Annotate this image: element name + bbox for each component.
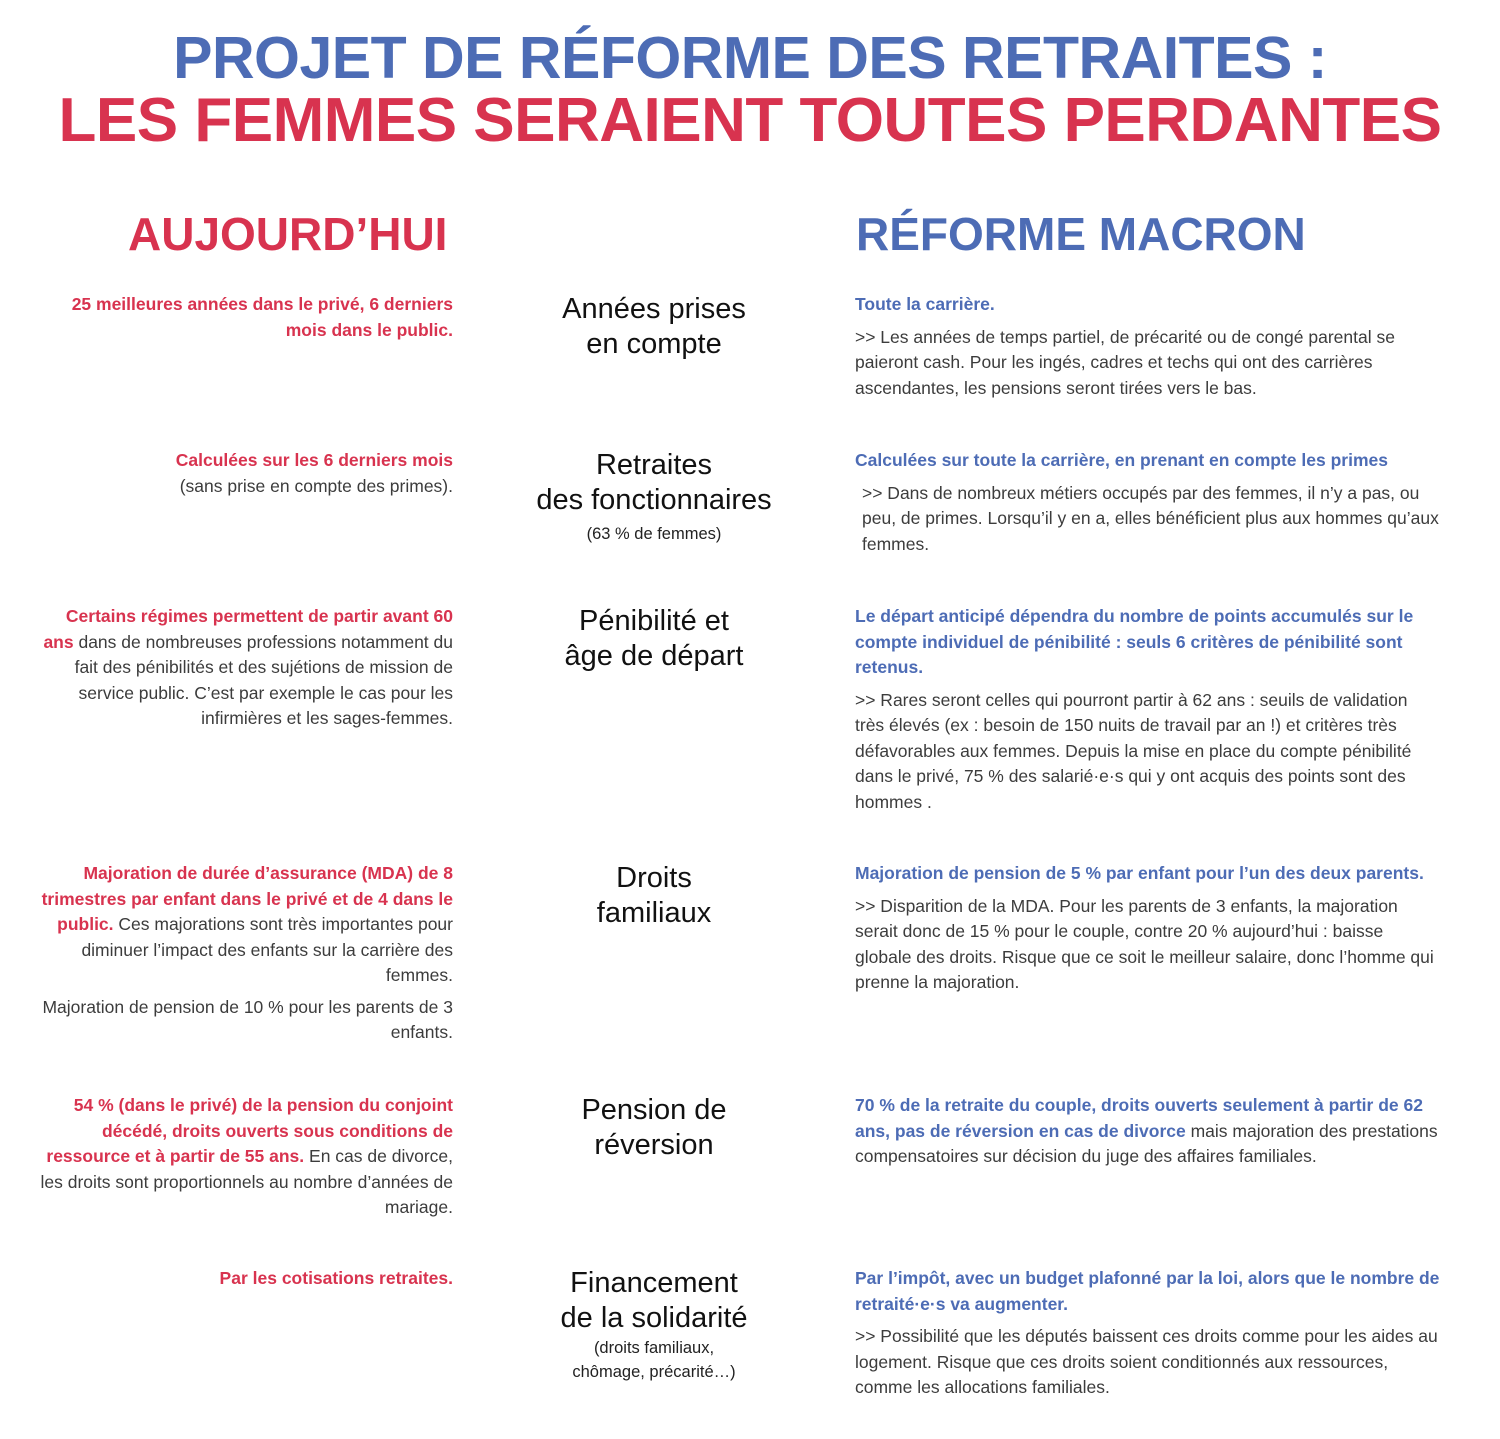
today-cell: [40, 604, 453, 738]
today-cell: [40, 861, 453, 1052]
reform-detail: >> Disparition de la MDA. Pour les parents de 3 enfants, la majoration serait donc de 15 % pour le couple, contre 20 % aujourd’hui : baisse globale des droits. Risque que ce soit le meilleur salaire, donc l’homme qui prenne la majoration.: [855, 895, 1434, 992]
topic-title-line: de la solidarité: [560, 1302, 748, 1334]
topic-title-line: des fonctionnaires: [536, 484, 772, 516]
today-extra: Majoration de pension de 10 % pour les parents de 3 enfants.: [42, 996, 453, 1042]
column-header-reform: RÉFORME MACRON: [856, 208, 1306, 260]
reform-highlight: Calculées sur toute la carrière, en prenant en compte les primes: [855, 450, 1388, 470]
topic-title-line: familiaux: [596, 897, 712, 929]
reform-cell: [855, 861, 1440, 1003]
today-detail: (sans prise en compte des primes).: [179, 475, 453, 496]
topic-note: chômage, précarité…): [572, 1363, 736, 1381]
topic-note: (droits familiaux,: [593, 1339, 715, 1357]
topic-cell: [505, 604, 803, 674]
reform-cell: [855, 292, 1440, 408]
reform-highlight: Par l’impôt, avec un budget plafonné par la loi, alors que le nombre de retraité·e·s va augmenter.: [855, 1268, 1440, 1314]
topic-title-line: Pension de: [581, 1094, 727, 1126]
topic-title-line: Pénibilité et: [579, 605, 729, 637]
topic-title-line: réversion: [594, 1129, 714, 1161]
topic-title-line: Droits: [616, 862, 692, 894]
today-highlight: Certains régimes permettent de partir avant 60 ans: [43, 606, 453, 652]
reform-detail: >> Rares seront celles qui pourront partir à 62 ans : seuils de validation très élevés (ex : besoin de 150 nuits de travail par an !) et critères très défavorables aux femmes. Depuis la mise en place du compte pénibilité dans le privé, 75 % des salarié·e·s qui y ont acquis des points sont des hommes .: [855, 689, 1412, 812]
today-detail: dans de nombreuses professions notamment du fait des pénibilités et des sujétions de mission de service public. C’est par exemple le cas pour les infirmières et les sages-femmes.: [73, 631, 453, 728]
today-cell: [40, 1093, 453, 1227]
today-highlight: Par les cotisations retraites.: [219, 1268, 453, 1288]
reform-highlight: Majoration de pension de 5 % par enfant pour l’un des deux parents.: [855, 863, 1424, 883]
today-cell: [40, 1266, 453, 1298]
reform-cell: [855, 604, 1440, 822]
today-cell: [40, 448, 453, 505]
today-highlight: Majoration de durée d’assurance (MDA) de 8 trimestres par enfant dans le privé et de 4 dans le public.: [41, 863, 453, 934]
column-header-today: AUJOURD’HUI: [128, 208, 448, 260]
topic-title-line: Retraites: [595, 449, 713, 481]
topic-cell: [505, 1266, 803, 1384]
reform-cell: [855, 1266, 1440, 1408]
topic-title-line: Financement: [570, 1267, 738, 1299]
today-highlight: 25 meilleures années dans le privé, 6 derniers mois dans le public.: [71, 294, 453, 340]
topic-cell: [505, 448, 803, 546]
title-line-2: LES FEMMES SERAIENT TOUTES PERDANTES: [58, 86, 1442, 155]
topic-title-line: âge de départ: [564, 640, 744, 672]
today-detail: Ces majorations sont très importantes pour diminuer l’impact des enfants sur la carrière des femmes.: [81, 914, 453, 985]
reform-cell: [855, 1093, 1440, 1177]
today-highlight: 54 % (dans le privé) de la pension du conjoint décédé, droits ouverts sous conditions de ressource et à partir de 55 ans.: [46, 1095, 453, 1166]
reform-highlight: Le départ anticipé dépendra du nombre de points accumulés sur le compte individuel de pénibilité : seuls 6 critères de pénibilité sont retenus.: [855, 606, 1414, 677]
today-cell: [40, 292, 453, 349]
reform-detail: >> Les années de temps partiel, de précarité ou de congé parental se paieront cash. Pour les ingés, cadres et techs qui ont des carrières ascendantes, les pensions seront tirées vers le bas.: [855, 326, 1395, 398]
title-line-1: PROJET DE RÉFORME DES RETRAITES :: [173, 25, 1327, 91]
topic-cell: [505, 861, 803, 931]
reform-highlight: 70 % de la retraite du couple, droits ouverts seulement à partir de 62 ans, pas de réversion en cas de divorce: [855, 1095, 1423, 1141]
reform-detail: mais majoration des prestations compensatoires sur décision du juge des affaires familiales.: [855, 1120, 1438, 1166]
topic-cell: [505, 292, 803, 362]
topic-cell: [505, 1093, 803, 1163]
topic-title-line: Années prises: [562, 293, 746, 325]
topic-title-line: en compte: [586, 328, 722, 360]
reform-cell: [855, 448, 1440, 564]
today-detail: En cas de divorce, les droits sont proportionnels au nombre d’années de mariage.: [40, 1146, 453, 1217]
reform-detail: >> Possibilité que les députés baissent ces droits comme pour les aides au logement. Risque que ces droits soient conditionnés aux ressources, comme les allocations familiales.: [855, 1326, 1438, 1397]
reform-detail: >> Dans de nombreux métiers occupés par des femmes, il n’y a pas, ou peu, de primes. Lorsqu’il y en a, elles bénéficient plus aux hommes qu’aux femmes.: [862, 482, 1439, 554]
topic-note: (63 % de femmes): [586, 525, 722, 543]
today-highlight: Calculées sur les 6 derniers mois: [175, 450, 453, 470]
reform-highlight: Toute la carrière.: [855, 294, 995, 314]
